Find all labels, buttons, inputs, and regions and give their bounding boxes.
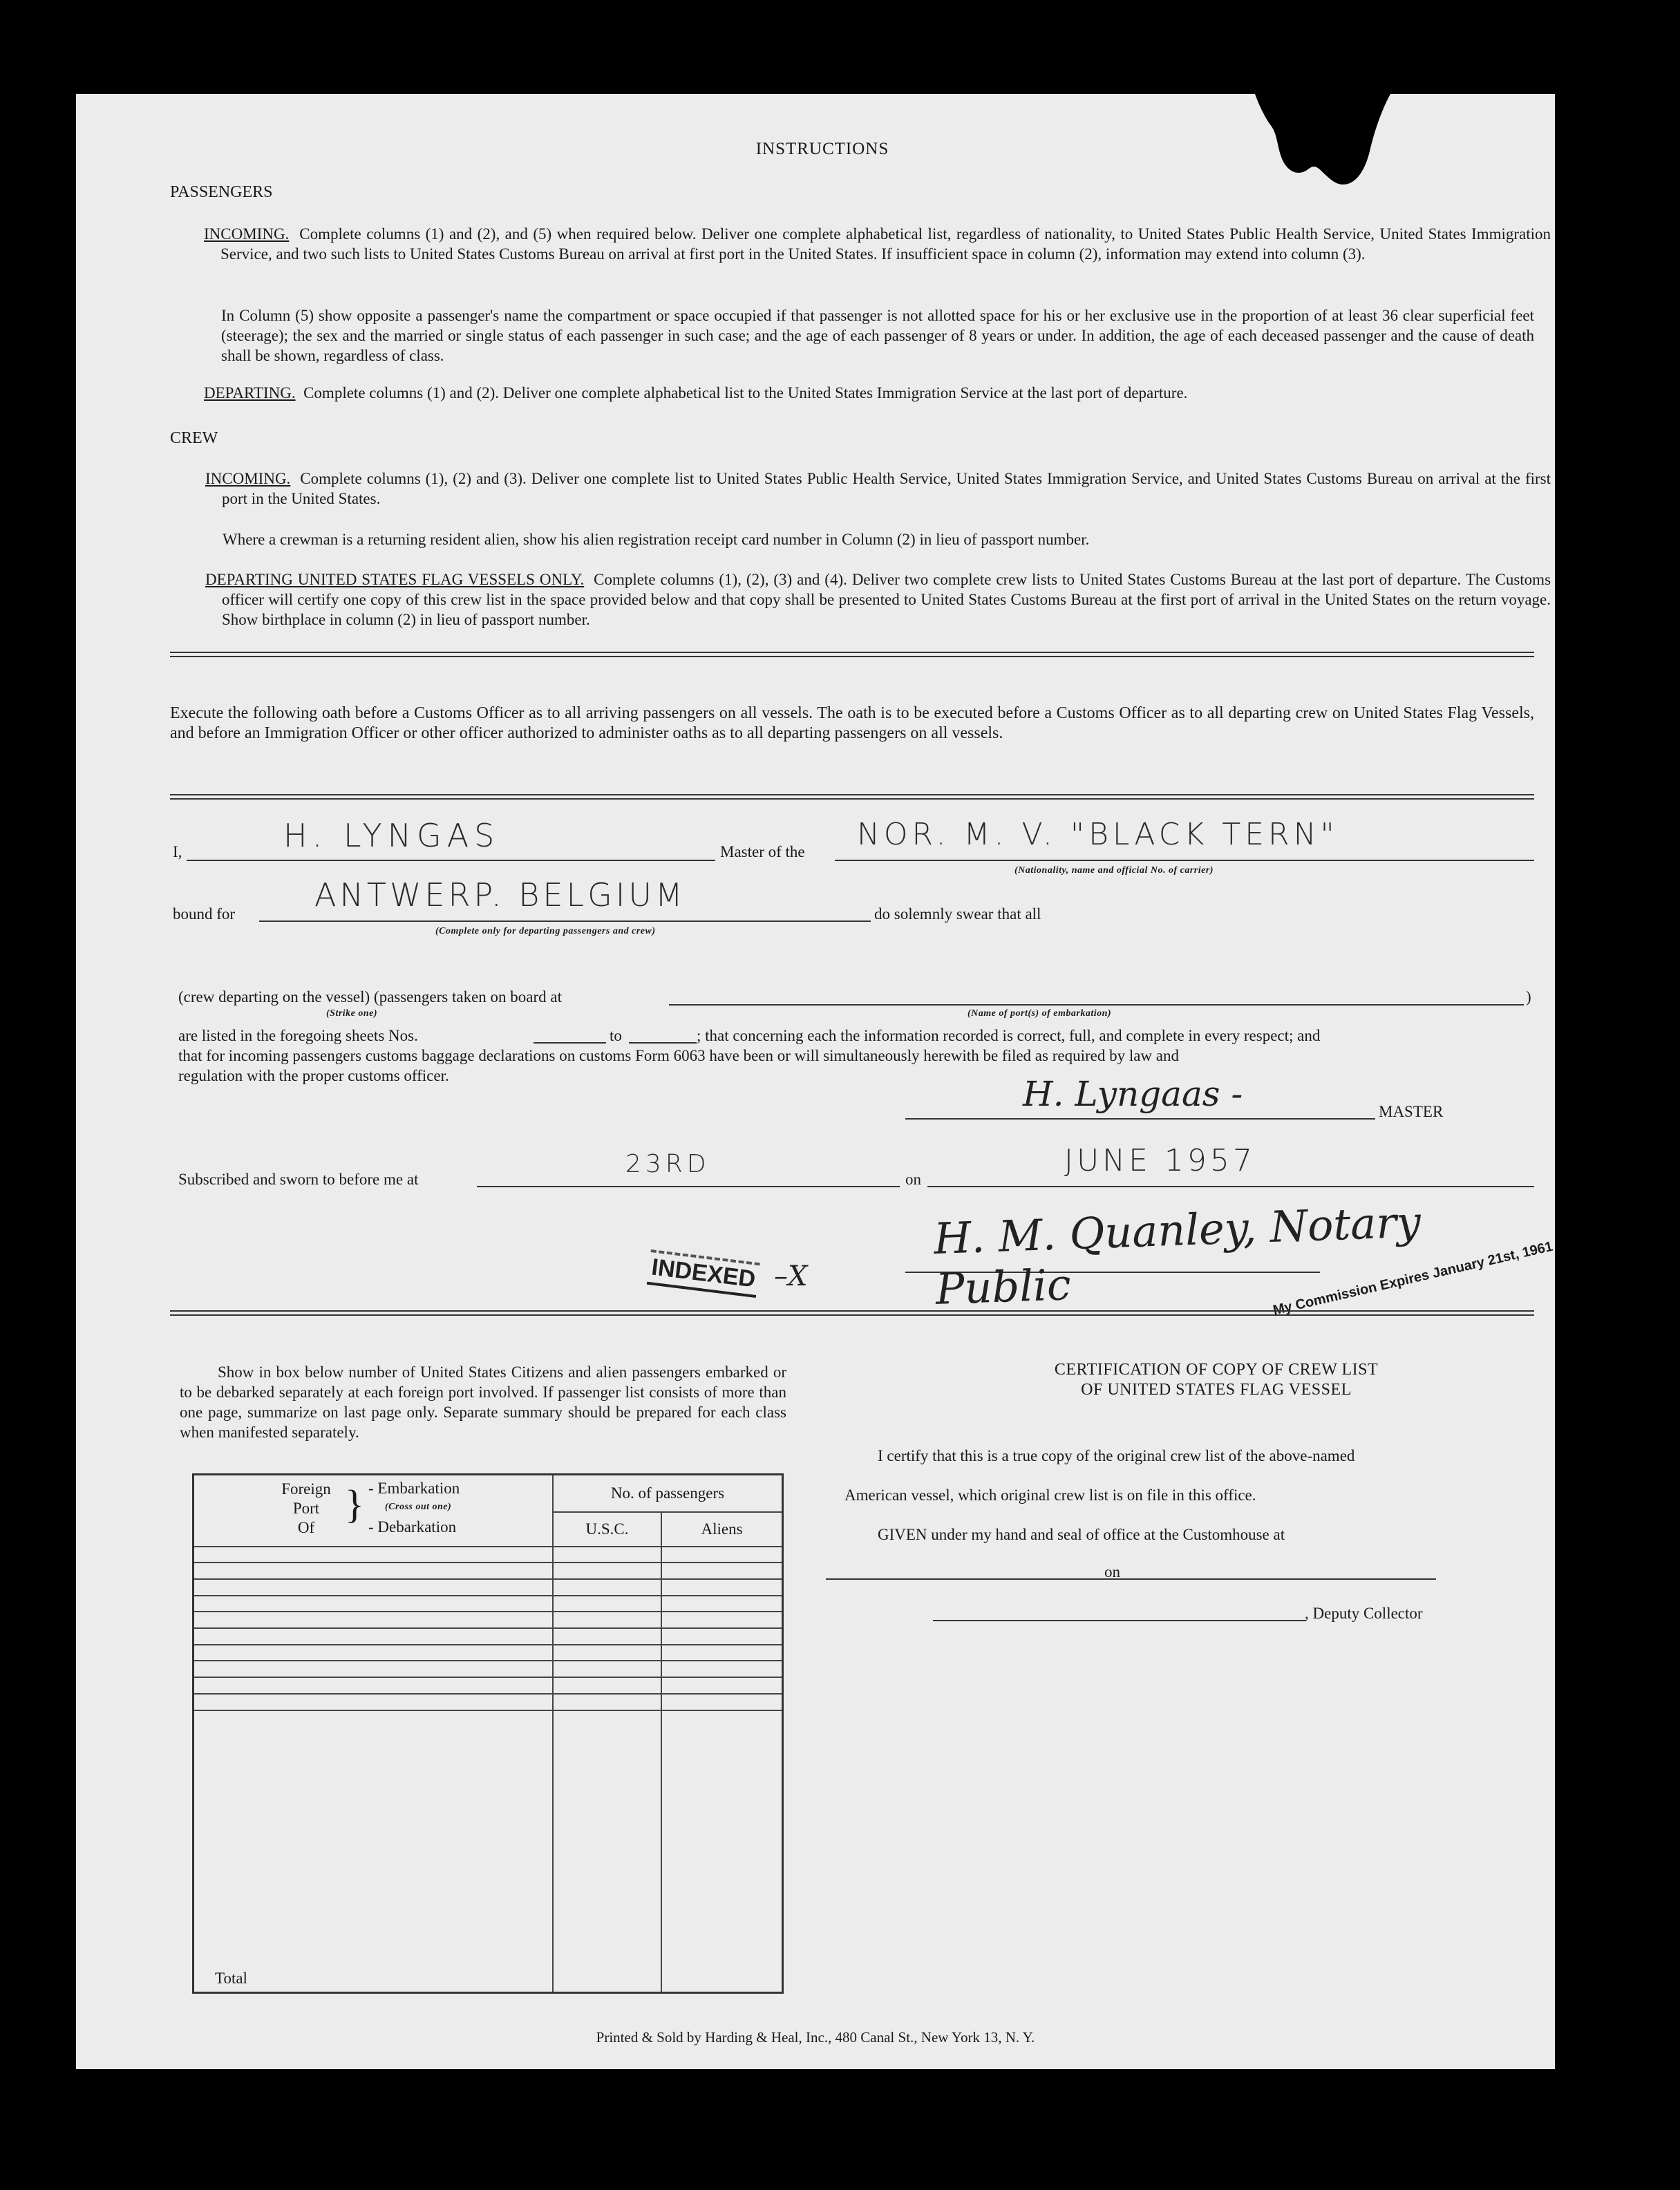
listed-text: are listed in the foregoing sheets Nos.	[178, 1027, 418, 1044]
sworn-date-line	[927, 1186, 1534, 1187]
master-name-line	[187, 860, 715, 861]
aliens-cell[interactable]	[661, 1661, 783, 1677]
aliens-cell[interactable]	[661, 1596, 783, 1612]
divider-double-line	[170, 1310, 1534, 1316]
deputy-collector-line	[933, 1620, 1306, 1621]
bound-for-label: bound for	[173, 905, 236, 923]
certification-title-line2: OF UNITED STATES FLAG VESSEL	[1081, 1381, 1352, 1399]
page-title: INSTRUCTIONS	[755, 140, 889, 158]
summary-total-row	[194, 1710, 783, 1993]
summary-row	[194, 1547, 783, 1563]
port-cell[interactable]	[194, 1596, 554, 1612]
aliens-cell[interactable]	[661, 1628, 783, 1645]
foreign-port-header-cell	[194, 1475, 554, 1547]
summary-row	[194, 1612, 783, 1628]
port-cell[interactable]	[194, 1612, 554, 1628]
usc-cell[interactable]	[553, 1612, 661, 1628]
divider-double-line	[170, 652, 1534, 657]
crew-heading: CREW	[170, 429, 218, 447]
vessel-line	[835, 860, 1534, 861]
master-of-label: Master of the	[720, 843, 805, 860]
aliens-cell[interactable]	[661, 1645, 783, 1661]
port-cell[interactable]	[194, 1645, 554, 1661]
crew-departing-text: Complete columns (1), (2), (3) and (4). Deliver two complete crew lists to United States Customs Bureau at the last port of departure. The Customs officer will certify one copy of this crew list in the space provided below and that copy shall be presented to United States Customs Bureau at the first port of arrival in the United States on the return voyage. Show birthplace in column (2) in lieu of passport number.	[222, 571, 1551, 628]
port-cell[interactable]	[194, 1579, 554, 1596]
usc-cell[interactable]	[553, 1547, 661, 1563]
sheet-from-line	[534, 1042, 606, 1044]
master-label: MASTER	[1379, 1103, 1444, 1120]
certification-on-text: on	[1104, 1563, 1120, 1580]
usc-cell[interactable]	[553, 1677, 661, 1694]
indexed-mark: –X	[774, 1261, 808, 1292]
passengers-departing-text: Complete columns (1) and (2). Deliver one complete alphabetical list to the United States Immigration Service at the last port of departure.	[303, 384, 1188, 402]
aliens-header: Aliens	[661, 1512, 783, 1547]
usc-header: U.S.C.	[553, 1512, 661, 1547]
port-cell[interactable]	[194, 1661, 554, 1677]
port-cell[interactable]	[194, 1547, 554, 1563]
crew-departing-paragraph	[205, 569, 1551, 630]
usc-cell[interactable]	[553, 1645, 661, 1661]
on-text: on	[905, 1171, 921, 1188]
passengers-column5-paragraph: In Column (5) show opposite a passenger's name the compartment or space occupied if that passenger is not allotted space for his or her exclusive use in the proportion of at least 36 clear superficial feet (steerage); the sex and the married or single status of each passenger in such case; and the age of each passenger of 8 years or under. In addition, the age of each deceased passenger and the cause of death shall be shown, regardless of class.	[221, 307, 1534, 364]
aliens-cell[interactable]	[661, 1612, 783, 1628]
passengers-departing-paragraph	[204, 383, 1534, 403]
foreign-label: Foreign	[281, 1480, 331, 1498]
commission-stamp: My Commission Expires January 21st, 1961	[1272, 1238, 1554, 1319]
usc-cell[interactable]	[553, 1628, 661, 1645]
summary-row	[194, 1579, 783, 1596]
vessel-handwritten: NOR. M. V. "BLACK TERN"	[857, 817, 1339, 852]
crew-departing-label: DEPARTING UNITED STATES FLAG VESSELS ONLY.	[205, 571, 585, 588]
sworn-at-handwritten: 23RD	[625, 1150, 710, 1178]
document-page	[76, 94, 1555, 2069]
subscribed-text: Subscribed and sworn to before me at	[178, 1171, 419, 1188]
usc-cell[interactable]	[553, 1596, 661, 1612]
summary-row	[194, 1661, 783, 1677]
usc-cell[interactable]	[553, 1694, 661, 1710]
certification-line2: American vessel, which original crew list is on file in this office.	[844, 1486, 1256, 1504]
master-signature: H. Lyngaas -	[1023, 1074, 1243, 1114]
summary-row	[194, 1645, 783, 1661]
master-name-handwritten: H. LYNGAS	[283, 817, 500, 854]
baggage-text: that for incoming passengers customs baggage declarations on customs Form 6063 have been or will simultaneously herewith be filed as required by law and	[178, 1047, 1180, 1064]
summary-row	[194, 1694, 783, 1710]
passengers-incoming-paragraph	[204, 224, 1551, 264]
vessel-caption: (Nationality, name and official No. of carrier)	[1014, 865, 1214, 876]
aliens-total-cell[interactable]	[661, 1710, 783, 1993]
deputy-collector-label: , Deputy Collector	[1305, 1605, 1423, 1622]
port-cell[interactable]	[194, 1628, 554, 1645]
port-cell[interactable]	[194, 1563, 554, 1579]
crew-resident-paragraph: Where a crewman is a returning resident alien, show his alien registration receipt card number in Column (2) in lieu of passport number.	[223, 531, 1090, 548]
certification-line3: GIVEN under my hand and seal of office at the Customhouse at	[878, 1526, 1285, 1543]
summary-instructions: Show in box below number of United States Citizens and alien passengers embarked or to be debarked separately at each foreign port involved. If passenger list consists of more than one page, summarize on last page only. Separate summary should be prepared for each class when manifested separately.	[180, 1363, 786, 1441]
summary-header-row	[194, 1475, 783, 1512]
destination-caption: (Complete only for departing passengers and crew)	[435, 926, 656, 936]
embarkation-port-line	[669, 1004, 1524, 1006]
crew-incoming-paragraph	[205, 469, 1551, 509]
sworn-at-line	[477, 1186, 900, 1187]
passengers-heading: PASSENGERS	[170, 183, 273, 201]
certification-line1: I certify that this is a true copy of the original crew list of the above-named	[878, 1447, 1355, 1464]
usc-cell[interactable]	[553, 1579, 661, 1596]
passengers-departing-label: DEPARTING.	[204, 384, 296, 402]
total-label: Total	[194, 1710, 554, 1993]
aliens-cell[interactable]	[661, 1563, 783, 1579]
certification-date-line	[1121, 1578, 1436, 1580]
usc-total-cell[interactable]	[553, 1710, 661, 1993]
regulation-text: regulation with the proper customs officer.	[178, 1067, 449, 1084]
oath-i-label: I,	[173, 843, 182, 860]
usc-cell[interactable]	[553, 1661, 661, 1677]
foreign-port-of-labels	[272, 1480, 341, 1538]
passengers-incoming-label: INCOMING.	[204, 225, 290, 243]
port-cell[interactable]	[194, 1694, 554, 1710]
master-signature-line	[905, 1118, 1375, 1120]
printer-footer: Printed & Sold by Harding & Heal, Inc., 480 Canal St., New York 13, N. Y.	[596, 2029, 1035, 2046]
destination-handwritten: ANTWERP. BELGIUM	[314, 876, 686, 914]
summary-row	[194, 1677, 783, 1694]
port-cell[interactable]	[194, 1677, 554, 1694]
sworn-date-handwritten: JUNE 1957	[1064, 1143, 1256, 1178]
aliens-cell[interactable]	[661, 1677, 783, 1694]
close-paren: )	[1526, 988, 1531, 1006]
debarkation-label: - Debarkation	[368, 1518, 457, 1536]
destination-line	[259, 921, 871, 922]
sheet-to-line	[629, 1042, 697, 1044]
brace-icon: }	[345, 1482, 364, 1527]
cross-out-note: (Cross out one)	[385, 1502, 452, 1512]
indexed-stamp: INDEXED	[647, 1249, 760, 1298]
certification-title-line1: CERTIFICATION OF COPY OF CREW LIST	[1054, 1361, 1379, 1379]
divider-double-line	[170, 794, 1534, 800]
passengers-incoming-text: Complete columns (1) and (2), and (5) when required below. Deliver one complete alphabetical list, regardless of nationality, to United States Public Health Service, United States Immigration Service, and two such lists to United States Customs Bureau on arrival at first port in the United States. If insufficient space in column (2), information may extend into column (3).	[220, 225, 1551, 263]
passenger-summary-table	[192, 1473, 784, 1994]
notary-signature: H. M. Quanley, Notary Public	[933, 1196, 1422, 1314]
no-of-passengers-header: No. of passengers	[553, 1475, 783, 1512]
port-caption: (Name of port(s) of embarkation)	[968, 1008, 1112, 1019]
crew-incoming-text: Complete columns (1), (2) and (3). Deliver one complete list to United States Public Health Service, United States Immigration Service, and United States Customs Bureau on arrival at the first port in the United States.	[222, 470, 1551, 507]
usc-cell[interactable]	[553, 1563, 661, 1579]
aliens-cell[interactable]	[661, 1694, 783, 1710]
port-label: Port	[292, 1500, 320, 1517]
swear-text: do solemnly swear that all	[874, 905, 1041, 923]
of-label: Of	[297, 1519, 315, 1536]
aliens-cell[interactable]	[661, 1547, 783, 1563]
strike-one-caption: (Strike one)	[326, 1008, 378, 1019]
summary-row	[194, 1563, 783, 1579]
summary-row	[194, 1596, 783, 1612]
crew-incoming-label: INCOMING.	[205, 470, 291, 487]
information-text: ; that concerning each the information recorded is correct, full, and complete in every respect; and	[697, 1027, 1321, 1044]
summary-row	[194, 1628, 783, 1645]
aliens-cell[interactable]	[661, 1579, 783, 1596]
to-text: to	[610, 1027, 622, 1044]
oath-intro: Execute the following oath before a Customs Officer as to all arriving passengers on all vessels. The oath is to be executed before a Customs Officer as to all departing crew on United States Flag Vessels, and before an Immigration Officer or other officer authorized to administer oaths as to all departing passengers on all vessels.	[170, 704, 1534, 742]
crew-departing-text: (crew departing on the vessel) (passengers taken on board at	[178, 988, 562, 1006]
torn-corner-damage	[1252, 94, 1390, 196]
embarkation-label: - Embarkation	[368, 1480, 460, 1497]
